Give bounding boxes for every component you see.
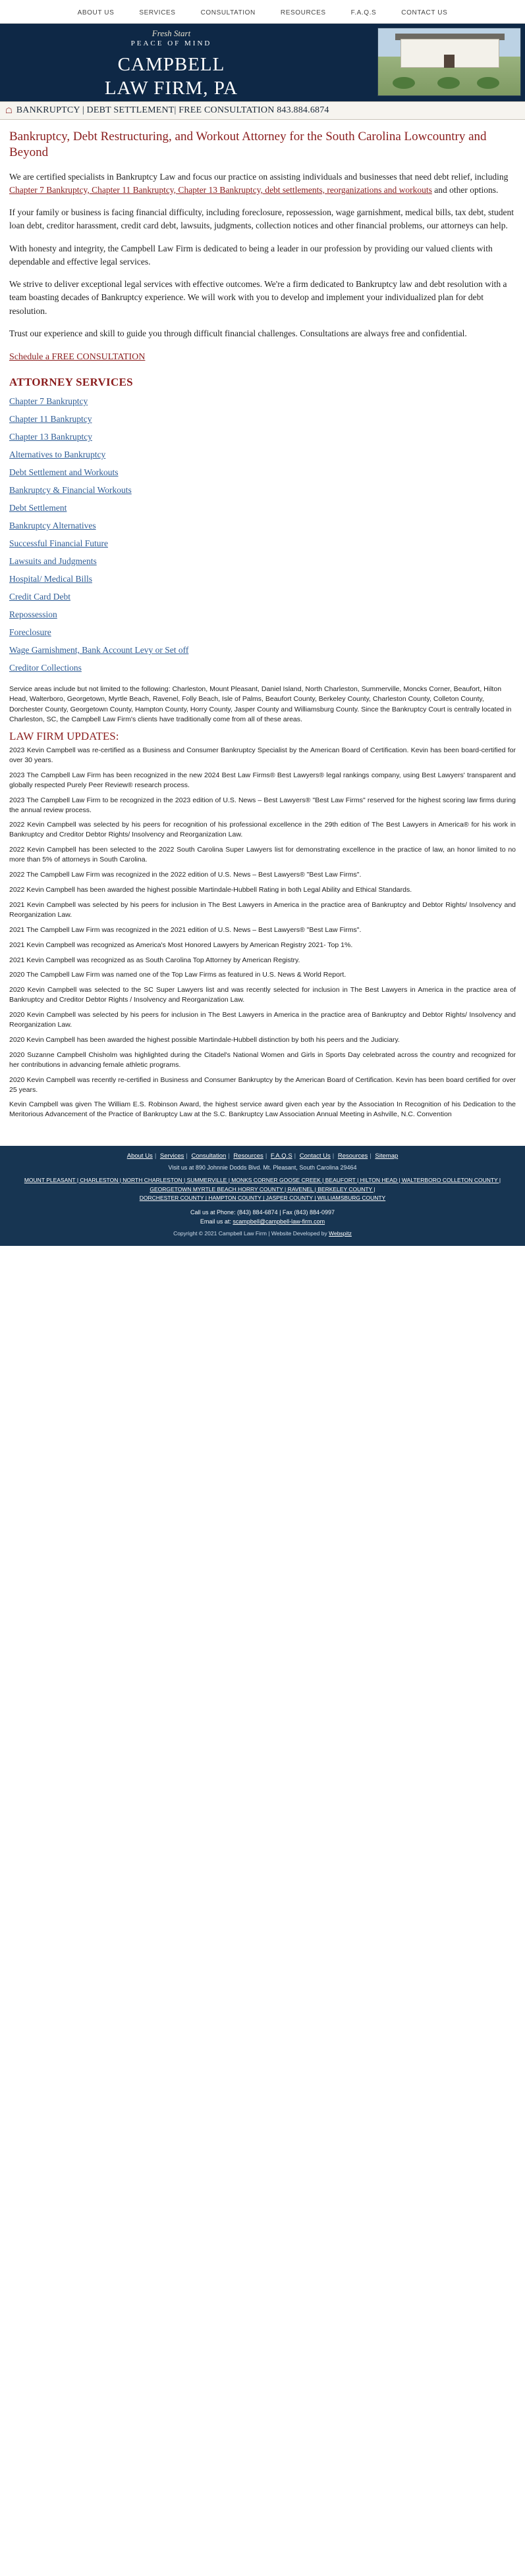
footer-link-faqs[interactable]: F.A.Q.S — [270, 1152, 292, 1160]
intro-paragraph-3: With honesty and integrity, the Campbell Law Firm is dedicated to being a leader in our profession by providing our valued clients with dependable and effective legal services. — [9, 243, 493, 267]
update-entry: 2021 Kevin Campbell was recognized as as South Carolina Top Attorney by American Registry. — [9, 956, 300, 964]
footer-link-about-us[interactable]: About Us — [126, 1152, 153, 1160]
update-entry: 2020 Kevin Campbell was recently re-certified in Business and Consumer Bankruptcy by the American Board of Certification. Kevin has been board certified for over 25 years. — [9, 1075, 516, 1094]
footer-link-resources-2[interactable]: Resources — [337, 1152, 368, 1160]
service-link-repossession[interactable]: Repossession — [9, 609, 57, 620]
top-navigation[interactable] — [0, 0, 525, 24]
update-entry: 2020 Kevin Campbell has been awarded the highest possible Martindale-Hubbell distinction by both his peers and the Judiciary. — [9, 1035, 400, 1044]
service-link-credit-card-debt[interactable]: Credit Card Debt — [9, 592, 70, 602]
intro-paragraph-5: Trust our experience and skill to guide you through difficult financial challenges. Consultations are always free and confidential. — [9, 328, 467, 338]
update-entry: 2023 The Campbell Law Firm has been recognized in the new 2024 Best Law Firms® Best Lawyers® legal rankings company, using Best Lawyers' transparent and globally respected Purely Peer Review® research process. — [9, 771, 516, 789]
nav-link-consultation[interactable]: CONSULTATION — [200, 9, 256, 16]
service-link-bankruptcy-financial-workouts[interactable]: Bankruptcy & Financial Workouts — [9, 485, 132, 496]
breadcrumb — [0, 101, 525, 120]
nav-link-faqs[interactable]: F.A.Q.S — [350, 9, 377, 16]
list-item[interactable] — [9, 449, 516, 461]
update-entry: 2022 Kevin Campbell has been awarded the highest possible Martindale-Hubbell Rating in both Legal Ability and Ethical Standards. — [9, 885, 412, 894]
update-entry: 2023 Kevin Campbell was re-certified as a Business and Consumer Bankruptcy Specialist by the American Board of Certification. Kevin has been board-certified for over 30 years. — [9, 746, 516, 764]
footer-separator: | — [154, 1152, 157, 1160]
office-building-photo — [377, 28, 521, 96]
update-entry: 2022 The Campbell Law Firm was recognized in the 2022 edition of U.S. News – Best Lawyers® "Best Law Firms". — [9, 871, 362, 879]
practice-areas-link[interactable]: Chapter 7 Bankruptcy, Chapter 11 Bankruptcy, Chapter 13 Bankruptcy, debt settlements, reorganizations and workouts — [9, 184, 432, 195]
list-item[interactable] — [9, 644, 516, 656]
header-subtitle: PEACE OF MIND — [130, 39, 212, 47]
footer-copyright-text: Copyright © 2021 Campbell Law Firm | Website Developed by — [173, 1230, 329, 1237]
update-entry: 2020 Kevin Campbell was selected by his peers for inclusion in The Best Lawyers in America in the practice area of Bankruptcy and Debtor Rights/ Insolvency and Reorganization Law. — [9, 1011, 516, 1029]
footer-link-contact-us[interactable]: Contact Us — [299, 1152, 331, 1160]
footer-link-services[interactable]: Services — [159, 1152, 184, 1160]
service-link-chapter-13[interactable]: Chapter 13 Bankruptcy — [9, 432, 92, 442]
update-entry: 2021 Kevin Campbell was selected by his peers for inclusion in The Best Lawyers in America in the practice area of Bankruptcy and Debtor Rights/ Insolvency and Reorganization Law. — [9, 900, 516, 919]
intro-paragraph-1-post: and other options. — [431, 184, 499, 195]
list-item[interactable] — [9, 538, 516, 550]
update-entry: 2020 The Campbell Law Firm was named one of the Top Law Firms as featured in U.S. News & World Report. — [9, 971, 346, 979]
footer-copyright — [7, 1230, 518, 1237]
footer-separator: | — [294, 1152, 296, 1160]
footer-cities-line-2[interactable]: DORCHESTER COUNTY | HAMPTON COUNTY | JASPER COUNTY | WILLIAMSBURG COUNTY — [139, 1195, 386, 1202]
list-item[interactable] — [9, 396, 516, 407]
firm-name-line2: LAW FIRM, PA — [104, 78, 238, 99]
update-entry: 2021 The Campbell Law Firm was recognized in the 2021 edition of U.S. News – Best Lawyers® "Best Law Firms". — [9, 925, 362, 934]
list-item[interactable] — [9, 467, 516, 478]
footer-navigation — [7, 1152, 518, 1160]
list-item[interactable] — [9, 484, 516, 496]
service-link-debt-settlement-and-workouts[interactable]: Debt Settlement and Workouts — [9, 467, 119, 478]
nav-link-services[interactable]: SERVICES — [139, 9, 176, 16]
footer-phone: Call us at Phone: (843) 884-6874 | Fax (843) 884-0997 — [190, 1209, 335, 1216]
service-link-lawsuits-and-judgments[interactable]: Lawsuits and Judgments — [9, 556, 97, 567]
footer-link-consultation[interactable]: Consultation — [191, 1152, 227, 1160]
footer-separator: | — [265, 1152, 267, 1160]
breadcrumb-text: BANKRUPTCY | DEBT SETTLEMENT| FREE CONSULTATION 843.884.6874 — [16, 105, 329, 115]
nav-link-contact-us[interactable]: CONTACT US — [401, 9, 448, 16]
service-link-chapter-7[interactable]: Chapter 7 Bankruptcy — [9, 396, 88, 407]
header-inner — [0, 24, 525, 101]
footer-separator: | — [332, 1152, 335, 1160]
list-item[interactable] — [9, 591, 516, 603]
schedule-consultation-link[interactable]: Schedule a FREE CONSULTATION — [9, 352, 146, 363]
intro-paragraph-1-pre: We are certified specialists in Bankruptcy Law and focus our practice on assisting individuals and businesses that need debt relief, including — [9, 171, 509, 182]
photo-shrub-left — [393, 77, 415, 89]
footer-email-link[interactable]: scampbell@campbell-law-firm.com — [233, 1218, 325, 1225]
list-item[interactable] — [9, 431, 516, 443]
nav-item-about-us[interactable] — [78, 6, 115, 18]
update-entry: 2021 Kevin Campbell was recognized as America's Most Honored Lawyers by American Registry 2021- Top 1%. — [9, 940, 353, 949]
law-firm-updates-heading: LAW FIRM UPDATES: — [9, 730, 119, 742]
top-nav-list — [0, 6, 525, 18]
service-link-debt-settlement[interactable]: Debt Settlement — [9, 503, 67, 513]
footer-separator: | — [186, 1152, 188, 1160]
footer-separator: | — [228, 1152, 230, 1160]
services-heading: ATTORNEY SERVICES — [9, 376, 133, 389]
home-icon[interactable]: ☖ — [5, 106, 13, 115]
service-link-hospital-medical-bills[interactable]: Hospital/ Medical Bills — [9, 574, 92, 584]
list-item[interactable] — [9, 662, 516, 674]
footer-address: Visit us at 890 Johnnie Dodds Blvd. Mt. Pleasant, South Carolina 29464 — [168, 1164, 357, 1172]
service-link-foreclosure[interactable]: Foreclosure — [9, 627, 51, 638]
footer-email-row — [7, 1218, 518, 1225]
site-footer — [0, 1146, 525, 1246]
nav-item-services[interactable] — [139, 6, 175, 18]
nav-link-resources[interactable]: RESOURCES — [280, 9, 326, 16]
consultation-cta — [9, 351, 516, 363]
service-link-chapter-11[interactable]: Chapter 11 Bankruptcy — [9, 414, 92, 425]
update-entry: 2022 Kevin Campbell was selected by his peers for recognition of his professional excellence in the 29th edition of The Best Lawyers in America® for his work in Bankruptcy and Creditor Debtor Rights/ Insolvency and Reorganization Law. — [9, 821, 516, 839]
service-link-alternatives-to-bankruptcy[interactable]: Alternatives to Bankruptcy — [9, 450, 106, 460]
nav-item-consultation[interactable] — [201, 6, 256, 18]
service-link-wage-garnishment[interactable]: Wage Garnishment, Bank Account Levy or Set off — [9, 645, 189, 656]
photo-door-shape — [444, 55, 455, 68]
photo-shrub-right — [477, 77, 499, 89]
main-content — [0, 120, 525, 1120]
list-item[interactable] — [9, 520, 516, 532]
update-entry: 2020 Kevin Campbell was selected to the SC Super Lawyers list and was recently selected for inclusion in The Best Lawyers in America in the practice area of Bankruptcy and Creditor Debtor Rights / Insolvency and Reorganization Law. — [9, 986, 516, 1004]
site-header-banner — [0, 24, 525, 101]
nav-item-contact-us[interactable] — [401, 6, 447, 18]
list-item[interactable] — [9, 413, 516, 425]
update-entry: 2023 The Campbell Law Firm to be recognized in the 2023 edition of U.S. News – Best Lawyers® "Best Law Firms" reserved for the highest scoring law firms during the annual review process. — [9, 796, 516, 814]
service-areas-text: Service areas include but not limited to the following: Charleston, Mount Pleasant, Daniel Island, North Charleston, Summerville, Moncks Corner, Beaufort, Hilton Head, Walterboro, Georgetown, Myrtle Beach, Ravenel, Folly Beach, Isle of Palms, Beaufort County, Berkeley County, Charleston County, Colleton County, Dorchester County, Georgetown County, Hampton County, Horry County, Jasper County and Williamsburg County. Since the Bankruptcy Court is centrally located in Charleston, SC, the Campbell Law Firm's clients have traditionally come from all of these areas. — [9, 685, 512, 723]
list-item[interactable] — [9, 555, 516, 567]
services-list — [9, 396, 516, 674]
header-tagline: Fresh Start — [152, 28, 191, 38]
list-item[interactable] — [9, 627, 516, 638]
service-link-creditor-collections[interactable]: Creditor Collections — [9, 663, 82, 673]
service-link-bankruptcy-alternatives[interactable]: Bankruptcy Alternatives — [9, 521, 96, 531]
nav-item-faqs[interactable] — [351, 6, 377, 18]
intro-paragraph-4: We strive to deliver exceptional legal services with effective outcomes. We're a firm dedicated to Bankruptcy law and debt resolution with a team boasting decades of Bankruptcy experience. We will work with you to develop and implement your individualized plan for debt resolution. — [9, 279, 507, 316]
nav-link-about-us[interactable]: ABOUT US — [77, 9, 115, 16]
page-title: Bankruptcy, Debt Restructuring, and Workout Attorney for the South Carolina Lowcountry and Beyond — [9, 130, 487, 160]
firm-logo-title — [0, 53, 343, 101]
list-item[interactable] — [9, 502, 516, 514]
update-entry: 2022 Kevin Campbell has been selected to the 2022 South Carolina Super Lawyers list for demonstrating excellence in the practice of law, an honor limited to no more than 5% of attorneys in South Carolina. — [9, 846, 516, 864]
list-item[interactable] — [9, 609, 516, 621]
footer-link-resources[interactable]: Resources — [233, 1152, 263, 1160]
footer-email-label: Email us at: — [200, 1218, 233, 1225]
firm-name-line1: CAMPBELL — [117, 54, 225, 75]
nav-item-resources[interactable] — [281, 6, 326, 18]
list-item[interactable] — [9, 573, 516, 585]
footer-cities-line-1[interactable]: MOUNT PLEASANT | CHARLESTON | NORTH CHARLESTON | SUMMERVILLE | MONKS CORNER GOOSE CREEK | BEAUFORT | HILTON HEAD | WALTERBORO COLLETON COUNTY | GEORGETOWN MYRTLE BEACH HORRY COUNTY | RAVENEL | BERKELEY COUNTY | — [24, 1177, 501, 1193]
footer-link-sitemap[interactable]: Sitemap — [375, 1152, 399, 1160]
update-entry: Kevin Campbell was given The William E.S. Robinson Award, the highest service award given each year by the Association In Recognition of his Dedication to the Meritorious Advancement of the Practice of Bankruptcy Law at the S.C. Bankruptcy Law Association Annual Meeting in Ashville, N.C. Convention — [9, 1100, 516, 1119]
service-link-successful-financial-future[interactable]: Successful Financial Future — [9, 538, 108, 549]
footer-separator: | — [370, 1152, 372, 1160]
footer-developer-link[interactable]: Webspitz — [329, 1230, 352, 1237]
photo-shrub-center — [437, 77, 460, 89]
intro-paragraph-1 — [9, 170, 516, 197]
update-entry: 2020 Suzanne Campbell Chisholm was highlighted during the Citadel's National Women and Girls in Sports Day celebrated across the country and recognized for her contributions in advancing female athletic programs. — [9, 1050, 516, 1069]
footer-service-cities — [7, 1176, 518, 1203]
intro-paragraph-2: If your family or business is facing financial difficulty, including foreclosure, repossession, wage garnishment, medical bills, tax debt, student loan debt, creditor harassment, credit card debt, lawsuits, judgments, collection notices and other financial problems, our attorneys can help. — [9, 207, 514, 231]
